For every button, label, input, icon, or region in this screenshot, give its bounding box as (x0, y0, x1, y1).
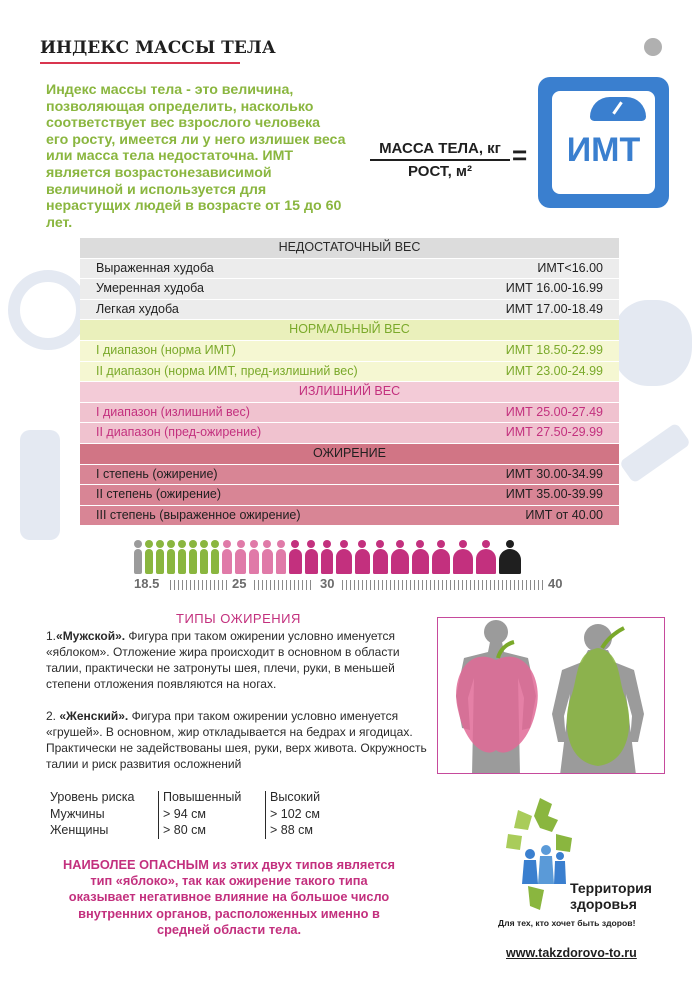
row-label: Умеренная худоба (96, 281, 204, 296)
row-label: III степень (выраженное ожирение) (96, 507, 301, 522)
male-type-paragraph (46, 628, 434, 692)
row-range: ИМТ 30.00-34.99 (505, 466, 603, 481)
background-plate-icon (8, 270, 88, 350)
logo-tagline: Для тех, кто хочет быть здоров! (498, 918, 636, 928)
row-range: ИМТ 16.00-16.99 (505, 281, 603, 296)
female-number: 2. (46, 709, 60, 723)
table-row (80, 341, 619, 361)
danger-text: из этих двух типов является тип «яблоко», так как ожирение такого типа оказывает негативное влияние на большое число внутренних органов, расположенных именно в средней области тела. (68, 857, 396, 937)
danger-note (56, 857, 402, 938)
table-row (80, 423, 619, 443)
person-figure-icon (412, 540, 430, 574)
row-range: ИМТ от 40.00 (525, 507, 603, 522)
person-figure-icon (476, 540, 496, 574)
table-row (80, 465, 619, 485)
group-header-overweight (80, 382, 619, 402)
risk-cell: > 80 см (163, 823, 206, 837)
group-header-normal (80, 320, 619, 340)
scale-label: 40 (548, 576, 563, 591)
row-label: II степень (ожирение) (96, 487, 222, 502)
bmi-scale (134, 576, 570, 594)
row-range: ИМТ 17.00-18.49 (505, 301, 603, 316)
female-type-name: «Женский». (59, 709, 129, 723)
group-header-obesity (80, 444, 619, 464)
row-range: ИМТ 27.50-29.99 (505, 425, 603, 440)
person-figure-icon (156, 540, 164, 574)
person-figure-icon (167, 540, 175, 574)
person-figure-icon (276, 540, 286, 574)
logo-title-line: здоровья (570, 896, 637, 912)
bmi-formula (370, 140, 510, 180)
risk-divider (265, 791, 266, 839)
person-figure-icon (499, 540, 521, 574)
risk-header: Уровень риска (50, 790, 135, 804)
row-label: Легкая худоба (96, 301, 179, 316)
risk-header: Повышенный (163, 790, 242, 804)
row-label: Выраженная худоба (96, 260, 214, 275)
row-range: ИМТ 35.00-39.99 (505, 487, 603, 502)
group-title: ОЖИРЕНИЕ (313, 445, 386, 460)
formula-denominator: РОСТ, м² (407, 163, 473, 180)
male-type-name: «Мужской». (56, 629, 126, 643)
background-apple-icon (612, 300, 692, 386)
table-row (80, 362, 619, 382)
formula-numerator: МАССА ТЕЛА, кг (370, 140, 510, 161)
person-figure-icon (249, 540, 259, 574)
male-type-text: Фигура при таком ожирении условно именуется «яблоком». Отложение жира происходит в основном в области талии, практически не затронуты шея, плечи, руки, в меньшей степени отложения появляются на ногах. (46, 629, 400, 691)
table-row (80, 300, 619, 320)
bmi-figures-strip (134, 540, 570, 574)
group-title: НЕДОСТАТОЧНЫЙ ВЕС (278, 240, 421, 254)
scale-label: 18.5 (134, 576, 160, 591)
background-dumbbell-icon (619, 422, 691, 483)
row-range: ИМТ 18.50-22.99 (505, 342, 603, 357)
background-bottle-icon (20, 430, 60, 540)
person-figure-icon (178, 540, 186, 574)
body-types-illustration (437, 617, 665, 774)
person-figure-icon (373, 540, 388, 574)
logo-title (570, 880, 652, 912)
group-title: ИЗЛИШНИЙ ВЕС (298, 384, 401, 399)
intro-text: Индекс массы тела - это величина, позволяющая определить, насколько соответствует вес взрослого человека его росту, имеется ли у него излишек веса или масса тела недостаточна. ИМТ является возрастонезависимой величиной и используется для нерастущих людей в возрасте от 15 до 60 лет. (46, 82, 346, 231)
scale-ticks (170, 580, 228, 590)
row-label: II диапазон (пред-ожирение) (96, 425, 262, 440)
scale-ticks (342, 580, 546, 590)
risk-header: Высокий (270, 790, 321, 804)
risk-col-elevated (163, 789, 241, 839)
table-row (80, 403, 619, 423)
body-silhouettes-svg (438, 618, 665, 774)
risk-cell: Мужчины (50, 806, 105, 821)
danger-lead: НАИБОЛЕЕ ОПАСНЫМ (62, 857, 209, 872)
row-range: ИМТ<16.00 (537, 260, 603, 275)
row-label: I диапазон (излишний вес) (96, 404, 250, 419)
female-type-paragraph (46, 708, 434, 772)
person-figure-icon (336, 540, 351, 574)
bmi-label: ИМТ (566, 131, 641, 169)
bmi-table (80, 238, 619, 525)
group-header-underweight (80, 238, 619, 258)
brand-logo (500, 794, 670, 944)
risk-cell: Женщины (50, 823, 109, 837)
person-figure-icon (355, 540, 370, 574)
page-title: ИНДЕКС МАССЫ ТЕЛА (40, 38, 276, 58)
scale-label: 25 (232, 576, 247, 591)
row-range: ИМТ 25.00-27.49 (505, 404, 603, 419)
person-figure-icon (321, 540, 334, 574)
row-label: I степень (ожирение) (96, 466, 218, 481)
table-row (80, 506, 619, 526)
scale-icon (538, 77, 669, 208)
person-figure-icon (289, 540, 302, 574)
table-row (80, 279, 619, 299)
formula-equals: = (512, 140, 528, 170)
risk-col-high (270, 789, 320, 839)
website-link[interactable]: www.takzdorovo-to.ru (506, 946, 637, 960)
types-title: ТИПЫ ОЖИРЕНИЯ (176, 611, 301, 626)
logo-title-line: Территория (570, 880, 652, 896)
scale-ticks (254, 580, 314, 590)
risk-cell: > 94 см (163, 806, 206, 821)
male-number: 1. (46, 629, 57, 643)
decorative-dot (644, 38, 662, 56)
person-figure-icon (222, 540, 232, 574)
person-figure-icon (145, 540, 153, 574)
person-figure-icon (189, 540, 197, 574)
female-type-text: Фигура при таком ожирении условно именуется «грушей». В основном, жир откладывается на бедрах и ягодицах. Практически не задействованы шея, руки, верх живота. Окружность талии и риск развития осложнений (46, 709, 427, 771)
scale-label: 30 (320, 576, 335, 591)
person-figure-icon (200, 540, 208, 574)
table-row (80, 485, 619, 505)
person-figure-icon (211, 540, 219, 574)
person-figure-icon (134, 540, 142, 574)
risk-divider (158, 791, 159, 839)
person-figure-icon (432, 540, 450, 574)
types-text (46, 628, 434, 772)
title-underline (40, 62, 240, 64)
row-range: ИМТ 23.00-24.99 (505, 363, 603, 378)
person-figure-icon (235, 540, 245, 574)
risk-cell: > 102 см (270, 806, 320, 821)
person-figure-icon (453, 540, 473, 574)
risk-table (46, 789, 346, 841)
risk-cell: > 88 см (270, 823, 313, 837)
group-title: НОРМАЛЬНЫЙ ВЕС (289, 322, 410, 337)
female-silhouette-icon (552, 624, 644, 774)
person-figure-icon (305, 540, 318, 574)
row-label: II диапазон (норма ИМТ, пред-излишний вес) (96, 363, 358, 378)
male-silhouette-icon (456, 620, 538, 774)
person-figure-icon (391, 540, 409, 574)
table-row (80, 259, 619, 279)
risk-col-labels (50, 789, 135, 839)
row-label: I диапазон (норма ИМТ) (96, 342, 236, 357)
person-figure-icon (262, 540, 272, 574)
